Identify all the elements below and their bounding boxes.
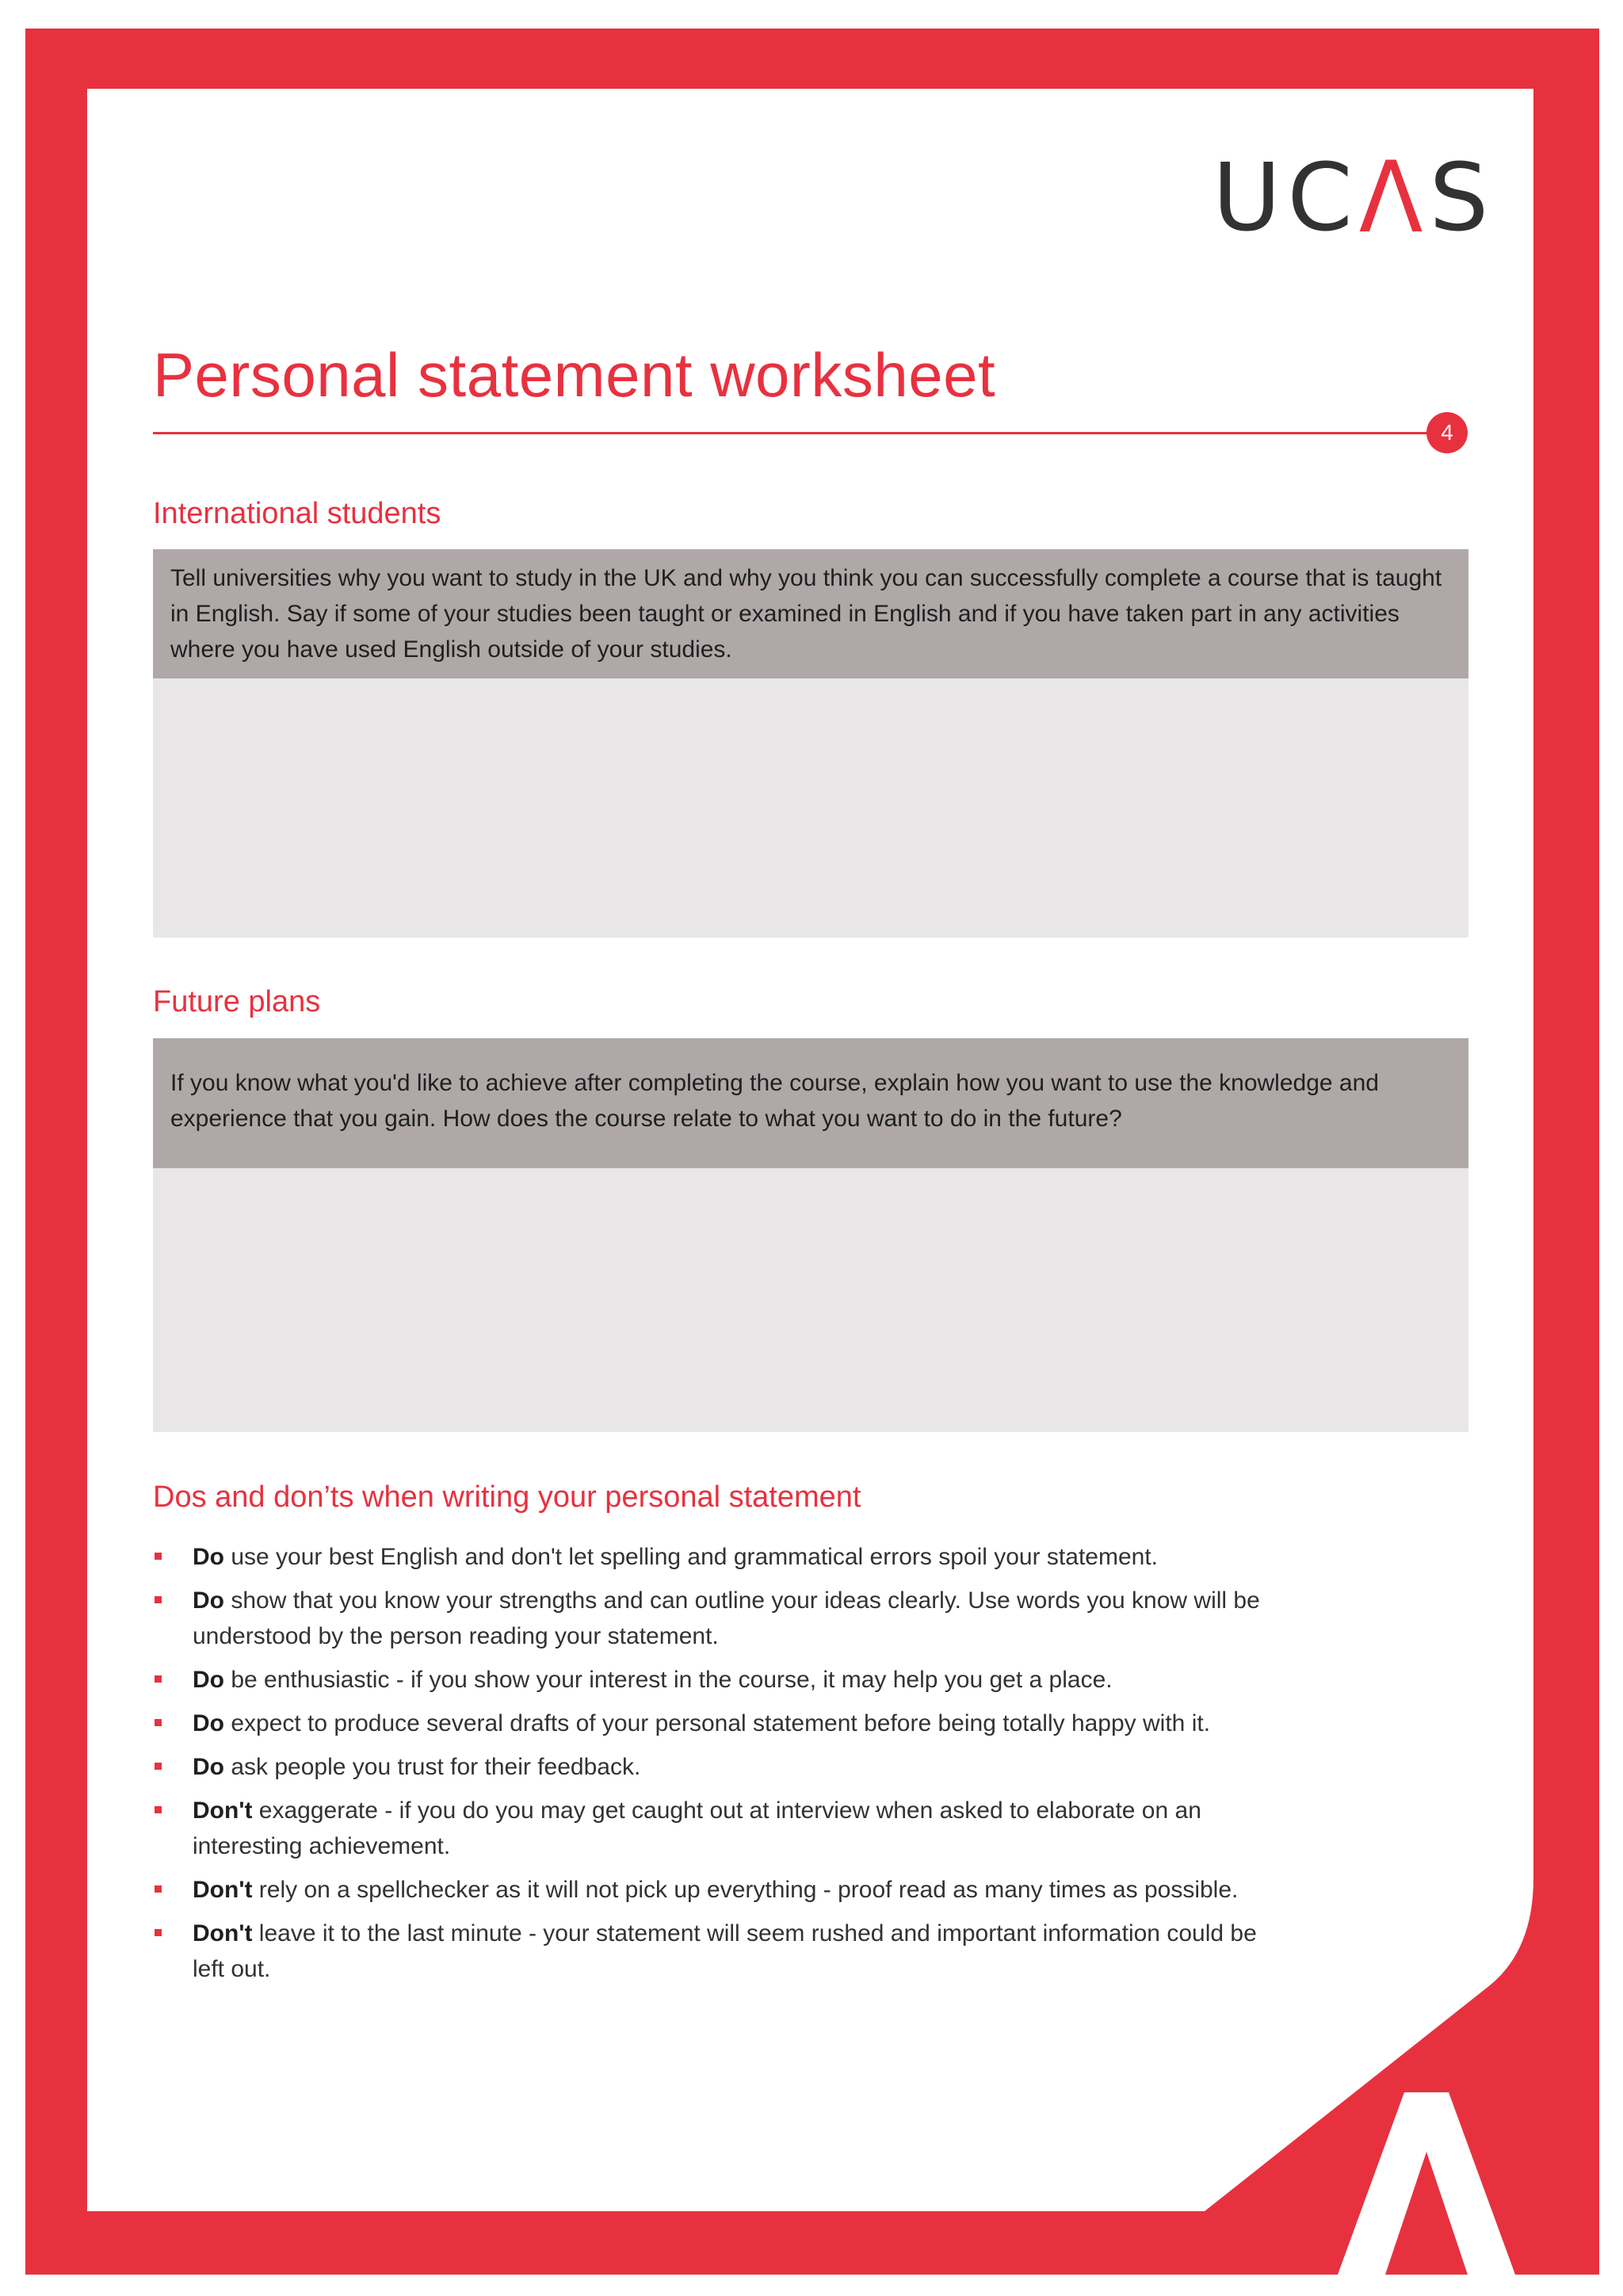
- square-bullet-icon: [155, 1675, 162, 1683]
- list-item: [153, 1706, 1262, 1741]
- list-item: [153, 1916, 1262, 1987]
- square-bullet-icon: [155, 1885, 162, 1893]
- dos-and-donts-list: [153, 1539, 1262, 1995]
- future-plans-prompt: If you know what you'd like to achieve after completing the course, explain how you want to use the knowledge and experience that you gain. How does the course relate to what you want to do in the future?: [153, 1038, 1468, 1168]
- page-number-badge: 4: [1426, 412, 1468, 453]
- list-item: [153, 1749, 1262, 1785]
- ucas-logo: [1212, 139, 1495, 255]
- logo-prefix: UC: [1212, 143, 1359, 252]
- title-divider: [153, 432, 1430, 434]
- list-item-keyword: Do: [193, 1587, 224, 1614]
- list-item-text: leave it to the last minute - your statement will seem rushed and important information could be left out.: [193, 1920, 1257, 1982]
- future-plans-answer-area[interactable]: [153, 1168, 1468, 1432]
- square-bullet-icon: [155, 1929, 162, 1936]
- list-item-text: be enthusiastic - if you show your interest in the course, it may help you get a place.: [224, 1667, 1113, 1693]
- list-item-keyword: Don't: [193, 1920, 253, 1946]
- list-item-keyword: Do: [193, 1754, 224, 1780]
- list-item-text: exaggerate - if you do you may get caught out at interview when asked to elaborate on an interesting achievement.: [193, 1797, 1201, 1859]
- list-item: [153, 1793, 1262, 1864]
- page-title: Personal statement worksheet: [153, 340, 996, 410]
- international-students-prompt: Tell universities why you want to study in the UK and why you think you can successfully complete a course that is taught in English. Say if some of your studies been taught or examined in English and if you have taken part in any activities where you have used English outside of your studies.: [153, 549, 1468, 678]
- list-item: [153, 1539, 1262, 1575]
- list-item: [153, 1872, 1262, 1908]
- logo-suffix: S: [1429, 143, 1495, 252]
- list-item-keyword: Do: [193, 1710, 224, 1736]
- future-plans-heading: Future plans: [153, 985, 321, 1018]
- square-bullet-icon: [155, 1719, 162, 1726]
- square-bullet-icon: [155, 1553, 162, 1560]
- list-item-keyword: Do: [193, 1544, 224, 1570]
- list-item: [153, 1662, 1262, 1698]
- square-bullet-icon: [155, 1806, 162, 1813]
- list-item-keyword: Do: [193, 1667, 224, 1693]
- international-students-heading: International students: [153, 497, 441, 530]
- logo-accent: Λ: [1358, 139, 1430, 255]
- international-students-answer-area[interactable]: [153, 678, 1468, 938]
- list-item-text: expect to produce several drafts of your personal statement before being totally happy with it.: [224, 1710, 1211, 1736]
- square-bullet-icon: [155, 1763, 162, 1770]
- list-item-keyword: Don't: [193, 1877, 253, 1903]
- list-item-keyword: Don't: [193, 1797, 253, 1824]
- list-item-text: ask people you trust for their feedback.: [224, 1754, 641, 1780]
- list-item-text: rely on a spellchecker as it will not pick up everything - proof read as many times as possible.: [252, 1877, 1239, 1903]
- list-item-text: use your best English and don't let spelling and grammatical errors spoil your statement.: [224, 1544, 1158, 1570]
- square-bullet-icon: [155, 1596, 162, 1603]
- list-item-text: show that you know your strengths and can outline your ideas clearly. Use words you know will be understood by the person reading your statement.: [193, 1587, 1260, 1649]
- list-item: [153, 1583, 1262, 1654]
- dos-and-donts-heading: Dos and don’ts when writing your personal statement: [153, 1480, 861, 1514]
